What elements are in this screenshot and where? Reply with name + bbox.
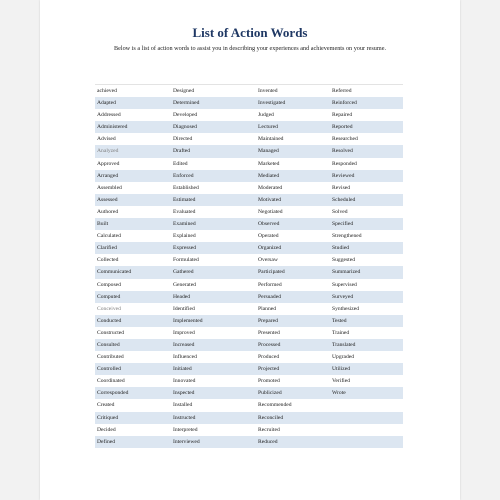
table-cell: Directed [173, 136, 193, 143]
table-cell: Recruited [258, 426, 280, 433]
table-cell: Addressed [97, 112, 121, 119]
table-cell: Designed [173, 88, 195, 94]
table-cell: Surveyed [330, 291, 403, 303]
table-row [95, 85, 403, 97]
table-cell: Determined [171, 97, 256, 109]
table-row [95, 303, 403, 315]
table-cell: Upgraded [332, 354, 355, 361]
table-cell: Constructed [97, 329, 125, 336]
table-cell: Invented [258, 88, 278, 94]
table-cell: Diagnosed [171, 121, 256, 133]
table-cell: Supervised [332, 281, 357, 288]
table-cell: Planned [258, 305, 277, 312]
table-row [95, 182, 403, 194]
table-cell: Persuaded [256, 291, 330, 303]
table-cell: Presented [258, 329, 280, 336]
table-cell: Identified [173, 305, 195, 312]
table-cell: Drafted [171, 145, 256, 157]
table-cell: Decided [97, 426, 116, 433]
table-cell: Advised [97, 136, 116, 143]
table-cell: Scheduled [330, 194, 403, 206]
table-cell [330, 399, 403, 411]
table-cell: Adapted [95, 97, 171, 109]
table-cell: Communicated [95, 266, 171, 278]
table-cell: Specified [330, 218, 403, 230]
table-cell: Investigated [256, 97, 330, 109]
table-cell: Established [173, 184, 199, 191]
table-cell: Judged [258, 112, 274, 119]
table-row [95, 145, 403, 157]
table-row [95, 254, 403, 266]
table-cell: Repaired [332, 112, 353, 119]
table-row [95, 109, 403, 121]
table-cell: Conducted [95, 315, 171, 327]
table-cell: Solved [332, 208, 348, 215]
table-row [95, 424, 403, 436]
table-row [95, 266, 403, 278]
table-row [95, 327, 403, 339]
table-cell: Instructed [171, 412, 256, 424]
table-cell: Coordinated [97, 378, 125, 385]
table-cell: Consulted [95, 339, 171, 351]
table-cell: Corresponded [95, 387, 171, 399]
table-row [95, 412, 403, 424]
document-page [40, 0, 460, 500]
table-row [95, 315, 403, 327]
table-row [95, 170, 403, 182]
table-cell: Collected [97, 257, 119, 264]
table-cell: Generated [173, 281, 196, 288]
table-cell: Produced [258, 354, 280, 361]
table-cell: Promoted [258, 378, 280, 385]
table-cell: Calculated [97, 233, 121, 240]
table-cell: achieved [97, 88, 117, 94]
table-cell: Approved [97, 160, 120, 167]
table-cell: Performed [258, 281, 282, 288]
table-cell: Motivated [256, 194, 330, 206]
table-cell: Translated [330, 339, 403, 351]
document-title: List of Action Words [192, 25, 308, 40]
table-cell: Strengthened [332, 233, 362, 240]
table-row [95, 375, 403, 387]
action-words-table-body [95, 85, 403, 448]
table-cell: Authored [97, 208, 119, 215]
table-cell: Organized [256, 242, 330, 254]
table-cell: Initiated [171, 363, 256, 375]
table-cell: Explained [173, 233, 196, 240]
table-row [95, 387, 403, 399]
table-cell: Headed [171, 291, 256, 303]
table-cell: Utilized [330, 363, 403, 375]
table-cell: Assembled [97, 184, 122, 191]
table-cell: Composed [97, 281, 121, 288]
table-cell: Oversaw [258, 257, 278, 264]
table-cell: Formulated [173, 257, 199, 264]
table-cell: Assessed [95, 194, 171, 206]
table-row [95, 218, 403, 230]
table-cell: Moderated [258, 184, 283, 191]
table-cell: Enforced [171, 170, 256, 182]
table-row [95, 339, 403, 351]
table-cell [330, 424, 403, 436]
table-row [95, 194, 403, 206]
table-cell: Implemented [171, 315, 256, 327]
table-cell: Interviewed [171, 436, 256, 448]
table-cell: Maintained [258, 136, 284, 143]
table-cell: Negotiated [258, 208, 283, 215]
table-row [95, 351, 403, 363]
table-cell: Resolved [330, 145, 403, 157]
table-cell: Reinforced [330, 97, 403, 109]
table-cell: Expressed [171, 242, 256, 254]
intro-text: Below is a list of action words to assist you in describing your experiences and achievements on your resume. [113, 45, 386, 52]
table-cell: Estimated [171, 194, 256, 206]
table-cell: Created [97, 402, 115, 409]
table-cell: Gathered [171, 266, 256, 278]
table-row [95, 121, 403, 133]
table-cell: Marketed [258, 160, 280, 167]
table-cell: Lectured [256, 121, 330, 133]
table-cell: Synthesized [332, 305, 360, 312]
table-cell: Edited [173, 160, 188, 167]
table-cell: Studied [330, 242, 403, 254]
table-row [95, 399, 403, 411]
table-cell: Administered [95, 121, 171, 133]
table-cell: Verified [332, 378, 351, 385]
table-cell: Built [95, 218, 171, 230]
table-cell: Examined [171, 218, 256, 230]
table-cell: Observed [256, 218, 330, 230]
table-row [95, 97, 403, 109]
table-cell: Installed [173, 402, 193, 409]
table-cell [330, 436, 403, 448]
table-cell: Suggested [332, 257, 355, 264]
table-cell: Influenced [173, 354, 197, 361]
table-cell: Operated [258, 233, 279, 240]
table-cell: Referred [332, 88, 352, 94]
table-cell: Contributed [97, 354, 124, 361]
table-row [95, 363, 403, 375]
table-cell: Participated [256, 266, 330, 278]
table-row [95, 158, 403, 170]
table-cell: Computed [95, 291, 171, 303]
table-cell: Analyzed [95, 145, 171, 157]
table-row [95, 206, 403, 218]
table-cell [330, 412, 403, 424]
table-cell: Revised [332, 184, 351, 191]
table-row [95, 230, 403, 242]
table-cell: Arranged [95, 170, 171, 182]
table-cell: Researched [332, 136, 358, 143]
table-cell: Prepared [256, 315, 330, 327]
table-cell: Reduced [256, 436, 330, 448]
table-cell: Projected [256, 363, 330, 375]
table-cell: Publicized [256, 387, 330, 399]
action-words-table [95, 85, 403, 448]
table-cell: Clarified [95, 242, 171, 254]
table-cell: Inspected [171, 387, 256, 399]
table-cell: Controlled [95, 363, 171, 375]
table-row [95, 279, 403, 291]
table-row [95, 291, 403, 303]
table-cell: Reconciled [256, 412, 330, 424]
table-cell: Interpreted [173, 426, 198, 433]
table-row [95, 133, 403, 145]
table-cell: Reported [330, 121, 403, 133]
table-cell: Mediated [256, 170, 330, 182]
table-cell: Evaluated [173, 208, 196, 215]
table-cell: Innovated [173, 378, 196, 385]
table-cell: Summarized [330, 266, 403, 278]
table-cell: Tested [330, 315, 403, 327]
table-cell: Critiqued [95, 412, 171, 424]
table-cell: Defined [95, 436, 171, 448]
table-cell: Trained [332, 329, 350, 336]
table-cell: Conceived [97, 305, 121, 312]
table-cell: Developed [173, 112, 198, 119]
table-cell: Processed [256, 339, 330, 351]
table-row [95, 436, 403, 448]
table-cell: Responded [332, 160, 357, 167]
table-cell: Increased [171, 339, 256, 351]
table-cell: Managed [256, 145, 330, 157]
table-cell: Improved [173, 329, 195, 336]
table-cell: Reviewed [330, 170, 403, 182]
table-row [95, 242, 403, 254]
table-cell: Recommended [258, 402, 292, 409]
table-cell: Wrote [330, 387, 403, 399]
